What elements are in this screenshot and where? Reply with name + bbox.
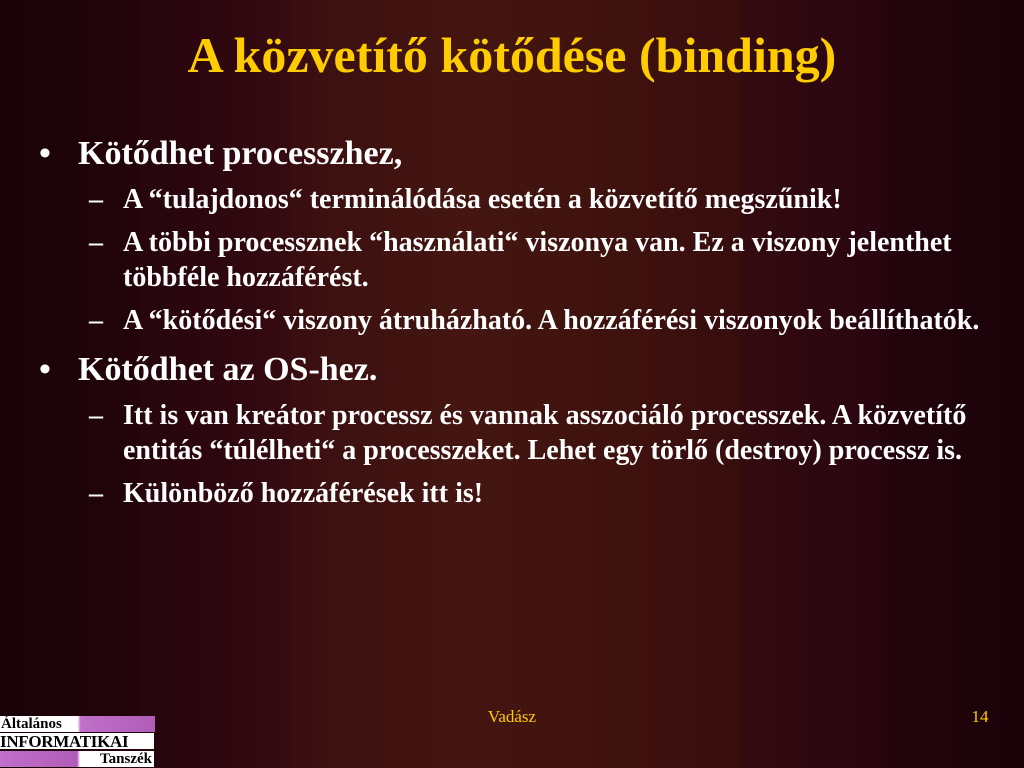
bullet-text: Kötődhet az OS-hez. — [78, 351, 378, 388]
sub-bullet-item — [89, 476, 993, 511]
sub-bullet-item — [89, 182, 993, 217]
dash-marker: – — [89, 227, 103, 258]
bullet-marker: • — [39, 351, 51, 388]
department-logo — [0, 714, 156, 768]
slide-title: A közvetítő kötődése (binding) — [187, 27, 837, 83]
slide-content — [0, 134, 1024, 519]
dash-marker: – — [89, 400, 103, 431]
sub-bullet-text: A “tulajdonos“ terminálódása esetén a közvetítő megszűnik! — [123, 184, 842, 215]
sub-bullet-item — [89, 398, 993, 468]
bullet-marker: • — [39, 135, 51, 172]
dash-marker: – — [89, 478, 103, 509]
sub-bullet-item — [89, 225, 993, 295]
logo-line: Általános — [0, 716, 155, 732]
bullet-text: Kötődhet processzhez, — [78, 135, 403, 172]
sub-bullet-text: A “kötődési“ viszony átruházható. A hozzáférési viszonyok beállíthatók. — [123, 305, 980, 336]
sub-bullet-text: Itt is van kreátor processz és vannak asszociáló processzek. A közvetítő entitás “túlélheti“ a processzeket. Lehet egy törlő (destroy) processz is. — [123, 400, 967, 466]
slide-number: 14 — [971, 707, 989, 726]
bullet-item — [39, 134, 978, 174]
dash-marker: – — [89, 305, 103, 336]
sub-bullet-text: A többi processznek “használati“ viszonya van. Ez a viszony jelenthet többféle hozzáférést. — [123, 227, 952, 293]
sub-bullet-item — [89, 303, 993, 338]
sub-bullet-text: Különböző hozzáférések itt is! — [123, 478, 484, 509]
logo-line: Tanszék — [0, 751, 154, 767]
dash-marker: – — [89, 184, 103, 215]
bullet-item — [39, 350, 978, 390]
logo-line: INFORMATIKAI — [0, 733, 154, 749]
footer-author: Vadász — [487, 707, 537, 726]
